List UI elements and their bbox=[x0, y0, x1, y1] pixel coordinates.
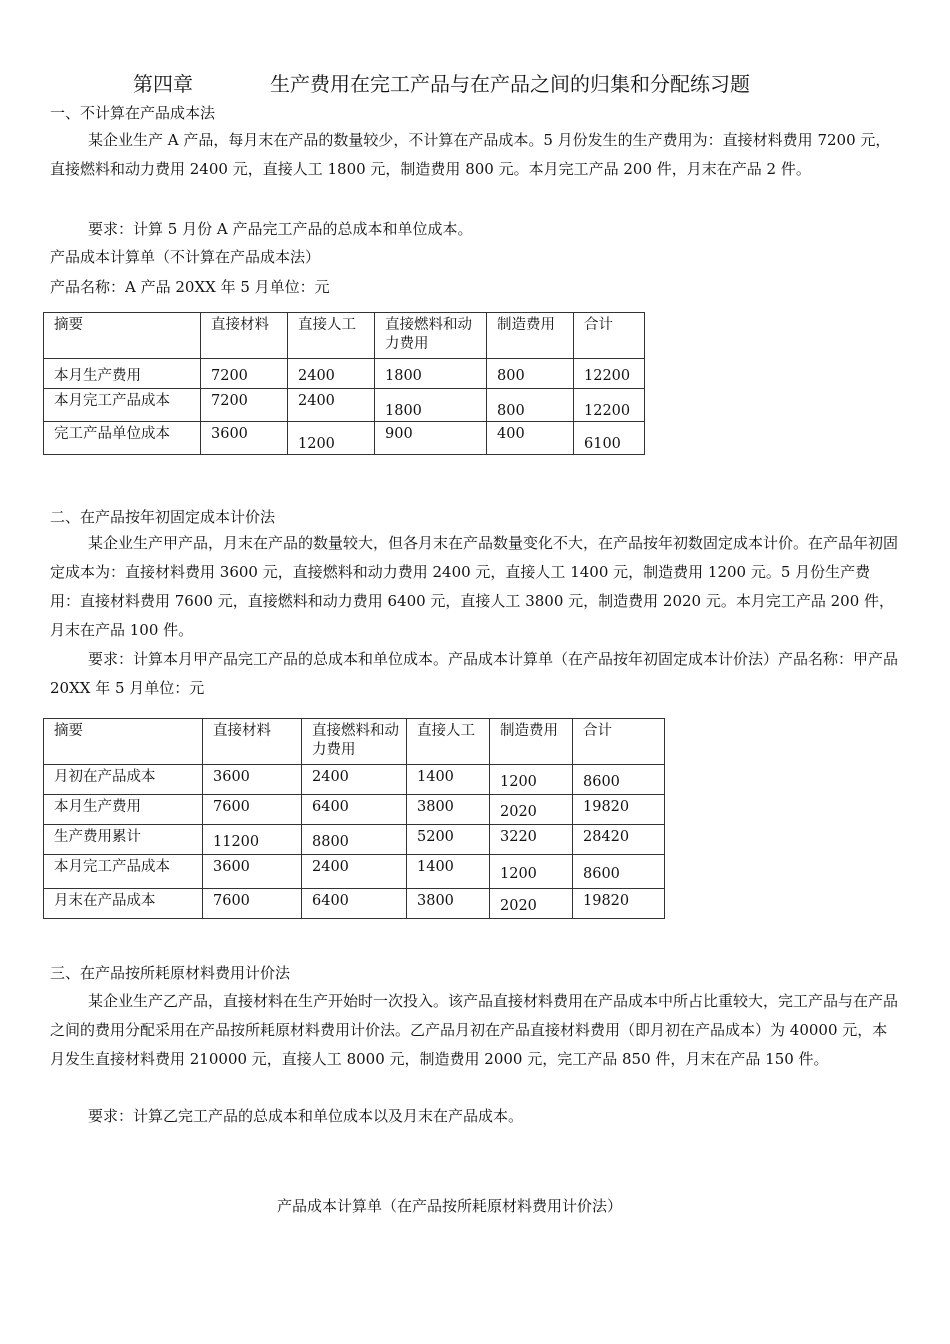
table-cell: 3800 bbox=[407, 795, 490, 825]
table-header-cell: 直接材料 bbox=[203, 719, 302, 765]
section-3-requirement: 要求：计算乙完工产品的总成本和单位成本以及月末在产品成本。 bbox=[88, 1107, 524, 1125]
table-row bbox=[44, 795, 665, 825]
table-cell bbox=[288, 422, 375, 455]
table-cell bbox=[302, 825, 407, 855]
table-cell: 7200 bbox=[201, 389, 288, 422]
table-cell: 2400 bbox=[288, 389, 375, 422]
table-cell-value: 2020 bbox=[500, 804, 537, 820]
table-cell: 本月生产费用 bbox=[44, 795, 203, 825]
table-cell: 19820 bbox=[573, 795, 665, 825]
table-cell: 本月完工产品成本 bbox=[44, 389, 201, 422]
table-cell: 400 bbox=[487, 422, 574, 455]
table-cell-value: 12200 bbox=[584, 403, 631, 419]
table-cell bbox=[490, 855, 573, 889]
table-cell: 完工产品单位成本 bbox=[44, 422, 201, 455]
table-header-row bbox=[44, 313, 645, 359]
section-2-requirement: 要求：计算本月甲产品完工产品的总成本和单位成本。产品成本计算单（在产品按年初固定成本计价法）产品名称：甲产品 20XX 年 5 月单位：元 bbox=[50, 650, 899, 697]
table-row bbox=[44, 825, 665, 855]
table-header-cell: 合计 bbox=[574, 313, 645, 359]
table-cell: 3600 bbox=[203, 765, 302, 795]
table-cell bbox=[573, 855, 665, 889]
table-cell: 1400 bbox=[407, 765, 490, 795]
table-cell: 7200 bbox=[201, 359, 288, 389]
table-cell-value: 8600 bbox=[583, 774, 620, 790]
table-cell: 3600 bbox=[203, 855, 302, 889]
table-header-cell: 摘要 bbox=[44, 719, 203, 765]
table-cell: 900 bbox=[375, 422, 487, 455]
section-3-heading: 三、在产品按所耗原材料费用计价法 bbox=[50, 964, 291, 982]
table-cell: 1400 bbox=[407, 855, 490, 889]
table-header-cell: 直接燃料和动力费用 bbox=[375, 313, 487, 359]
table-cell bbox=[375, 389, 487, 422]
table-header-cell: 直接燃料和动力费用 bbox=[302, 719, 407, 765]
table-cell: 月初在产品成本 bbox=[44, 765, 203, 795]
table-cell: 7600 bbox=[203, 795, 302, 825]
table-cell: 3800 bbox=[407, 889, 490, 919]
table-cell-value: 2020 bbox=[500, 898, 537, 914]
table-row bbox=[44, 889, 665, 919]
table-cell-value: 8800 bbox=[312, 834, 349, 850]
table-cell-value: 8600 bbox=[583, 866, 620, 882]
table-cell-value: 6100 bbox=[584, 436, 621, 452]
table-row bbox=[44, 855, 665, 889]
section-1-requirement: 要求：计算 5 月份 A 产品完工产品的总成本和单位成本。 bbox=[88, 220, 473, 238]
table-cell: 7600 bbox=[203, 889, 302, 919]
table-cell-value: 1800 bbox=[385, 403, 422, 419]
table-header-row bbox=[44, 719, 665, 765]
table-cell: 3600 bbox=[201, 422, 288, 455]
table-row bbox=[44, 359, 645, 389]
table-cell: 6400 bbox=[302, 795, 407, 825]
table-cell: 3220 bbox=[490, 825, 573, 855]
table-header-cell: 直接人工 bbox=[407, 719, 490, 765]
table-cell: 生产费用累计 bbox=[44, 825, 203, 855]
table-cell: 19820 bbox=[573, 889, 665, 919]
chapter-number: 第四章 bbox=[133, 72, 193, 96]
table-cell bbox=[490, 765, 573, 795]
cost-table-2 bbox=[43, 718, 665, 919]
table-cell: 12200 bbox=[574, 359, 645, 389]
section-3-form-title: 产品成本计算单（在产品按所耗原材料费用计价法） bbox=[277, 1197, 623, 1215]
table-cell: 28420 bbox=[573, 825, 665, 855]
table-header-cell: 直接人工 bbox=[288, 313, 375, 359]
section-3-paragraph: 某企业生产乙产品，直接材料在生产开始时一次投入。该产品直接材料费用在产品成本中所占比重较大，完工产品与在产品之间的费用分配采用在产品按所耗原材料费用计价法。乙产品月初在产品直接材料费用（即月初在产品成本）为 40000 元，本月发生直接材料费用 210000 元，直接人工 8000 元，制造费用 2000 元，完工产品 850 件，月末在产品 150 件。 bbox=[50, 992, 899, 1068]
table-cell: 5200 bbox=[407, 825, 490, 855]
table-header-cell: 制造费用 bbox=[487, 313, 574, 359]
table-cell-value: 800 bbox=[497, 403, 525, 419]
table-row bbox=[44, 422, 645, 455]
table-header-cell: 合计 bbox=[573, 719, 665, 765]
table-cell: 800 bbox=[487, 359, 574, 389]
table-cell bbox=[573, 765, 665, 795]
table-cell: 6400 bbox=[302, 889, 407, 919]
section-1-product-line: 产品名称：A 产品 20XX 年 5 月单位：元 bbox=[50, 278, 330, 296]
table-header-cell: 摘要 bbox=[44, 313, 201, 359]
table-cell bbox=[574, 389, 645, 422]
table-cell: 2400 bbox=[302, 765, 407, 795]
table-cell bbox=[574, 422, 645, 455]
table-header-cell: 制造费用 bbox=[490, 719, 573, 765]
section-1-heading: 一、不计算在产品成本法 bbox=[50, 104, 216, 122]
table-cell-value: 11200 bbox=[213, 834, 260, 850]
table-cell-value: 1200 bbox=[500, 774, 537, 790]
section-2-paragraph: 某企业生产甲产品，月末在产品的数量较大，但各月末在产品数量变化不大，在产品按年初数固定成本计价。在产品年初固定成本为：直接材料费用 3600 元，直接燃料和动力费用 2400 元，直接人工 1400 元，制造费用 1200 元。5 月份生产费用：直接材料费用 7600 元，直接燃料和动力费用 6400 元，直接人工 3800 元，制造费用 2020 元。本月完工产品 200 件，月末在产品 100 件。 bbox=[50, 534, 899, 639]
section-2-heading: 二、在产品按年初固定成本计价法 bbox=[50, 508, 276, 526]
table-cell: 本月生产费用 bbox=[44, 359, 201, 389]
table-header-cell: 直接材料 bbox=[201, 313, 288, 359]
section-1-paragraph: 某企业生产 A 产品，每月末在产品的数量较少，不计算在产品成本。5 月份发生的生产费用为：直接材料费用 7200 元，直接燃料和动力费用 2400 元，直接人工 1800 元，制造费用 800 元。本月完工产品 200 件，月末在产品 2 件。 bbox=[50, 131, 891, 178]
table-row bbox=[44, 389, 645, 422]
cost-table-1 bbox=[43, 312, 645, 455]
table-cell-value: 1200 bbox=[500, 866, 537, 882]
table-cell: 月末在产品成本 bbox=[44, 889, 203, 919]
table-cell: 2400 bbox=[302, 855, 407, 889]
table-row bbox=[44, 765, 665, 795]
table-cell: 本月完工产品成本 bbox=[44, 855, 203, 889]
table-cell bbox=[490, 889, 573, 919]
table-cell: 2400 bbox=[288, 359, 375, 389]
table-cell-value: 1200 bbox=[298, 436, 335, 452]
section-1-form-title: 产品成本计算单（不计算在产品成本法） bbox=[50, 248, 321, 266]
page-title: 生产费用在完工产品与在产品之间的归集和分配练习题 bbox=[270, 72, 750, 96]
table-cell bbox=[203, 825, 302, 855]
table-cell bbox=[487, 389, 574, 422]
table-cell bbox=[490, 795, 573, 825]
table-cell: 1800 bbox=[375, 359, 487, 389]
